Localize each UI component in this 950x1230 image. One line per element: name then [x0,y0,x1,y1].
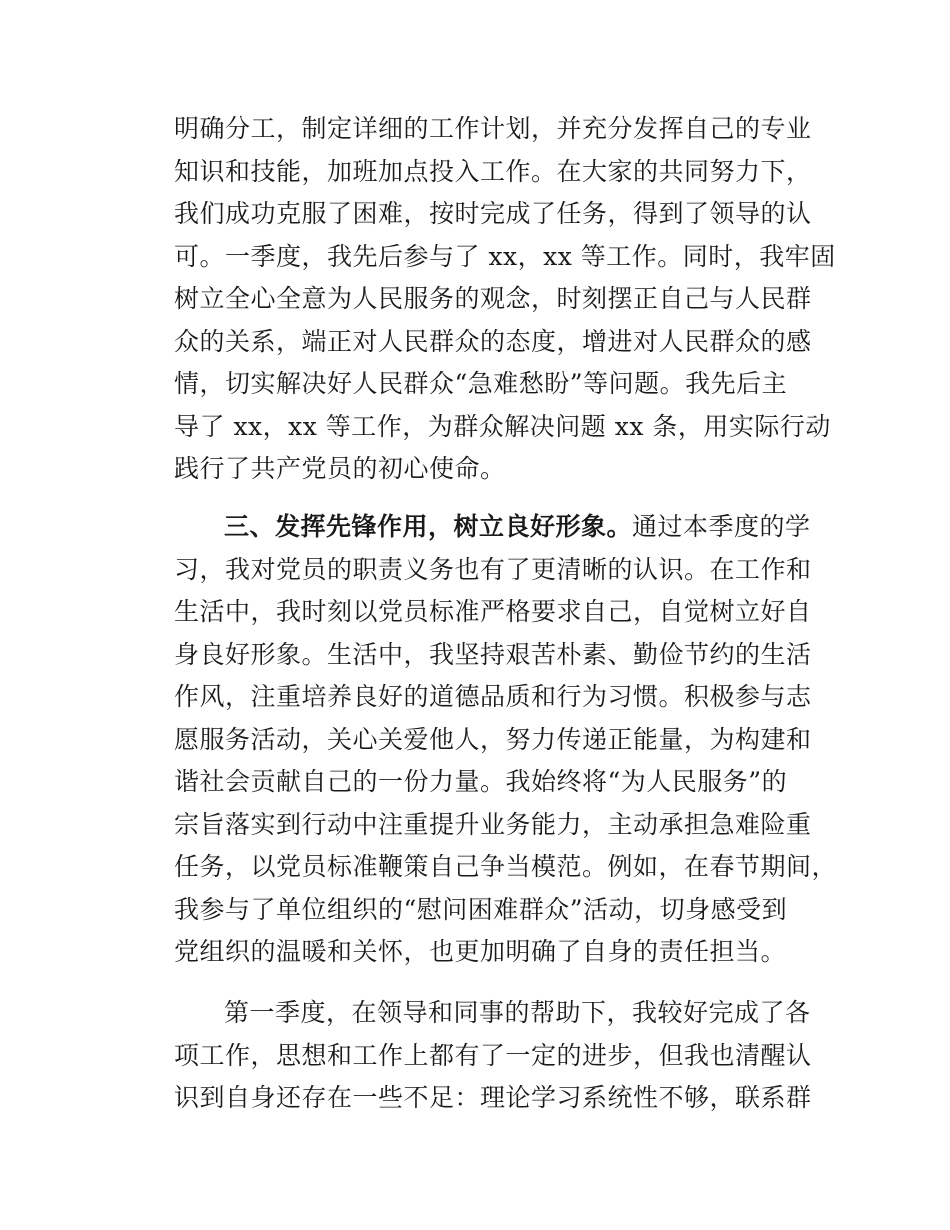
text-line: 党组织的温暖和关怀，也更加明确了自身的责任担当。 [174,937,787,966]
text-line: 谐社会贡献自己的一份力量。我始终将“为人民服务”的 [174,767,788,796]
heading-continuation: 通过本季度的学 [632,512,811,541]
text-line: 作风，注重培养良好的道德品质和行为习惯。积极参与志 [174,682,812,711]
text-line: 项工作，思想和工作上都有了一定的进步，但我也清醒认 [174,1040,812,1070]
text-line: 宗旨落实到行动中注重提升业务能力，主动承担急难险重 [174,809,812,839]
text-line: 习，我对党员的职责义务也有了更清晰的认识。在工作和 [174,554,812,584]
text-line: 可。一季度，我先后参与了 xx，xx 等工作。同时，我牢固 [174,241,836,271]
text-line: 践行了共产党员的初心使命。 [174,454,506,483]
text-line-first: 第一季度，在领导和同事的帮助下，我较好完成了各 [224,998,811,1027]
text-line: 任务，以党员标准鞭策自己争当模范。例如，在春节期间， [174,852,838,881]
text-line: 知识和技能，加班加点投入工作。在大家的共同努力下， [174,156,812,186]
paragraph-first-quarter-summary [174,992,812,1120]
text-line: 情，切实解决好人民群众“急难愁盼”等问题。我先后主 [174,369,788,398]
text-line: 众的关系，端正对人民群众的态度，增进对人民群众的感 [174,326,812,356]
text-line: 生活中，我时刻以党员标准严格要求自己，自觉树立好自 [174,597,812,626]
text-line: 我们成功克服了困难，按时完成了任务，得到了领导的认 [174,199,812,228]
text-line: 明确分工，制定详细的工作计划，并充分发挥自己的专业 [174,114,812,143]
text-line-first [174,506,811,549]
text-line: 身良好形象。生活中，我坚持艰苦朴素、勤俭节约的生活 [174,639,812,669]
text-line: 树立全心全意为人民服务的观念，时刻摆正自己与人民群 [174,284,812,313]
text-line: 识到自身还存在一些不足：理论学习系统性不够，联系群 [174,1083,812,1112]
paragraph-work-duties [174,108,836,491]
text-line: 导了 xx，xx 等工作，为群众解决问题 xx 条，用实际行动 [174,411,831,441]
paragraph-vanguard-role [174,506,838,974]
section-heading: 三、发挥先锋作用，树立良好形象。 [224,512,633,541]
text-line: 我参与了单位组织的“慰问困难群众”活动，切身感受到 [174,894,788,924]
text-line: 愿服务活动，关心关爱他人，努力传递正能量，为构建和 [174,724,812,754]
